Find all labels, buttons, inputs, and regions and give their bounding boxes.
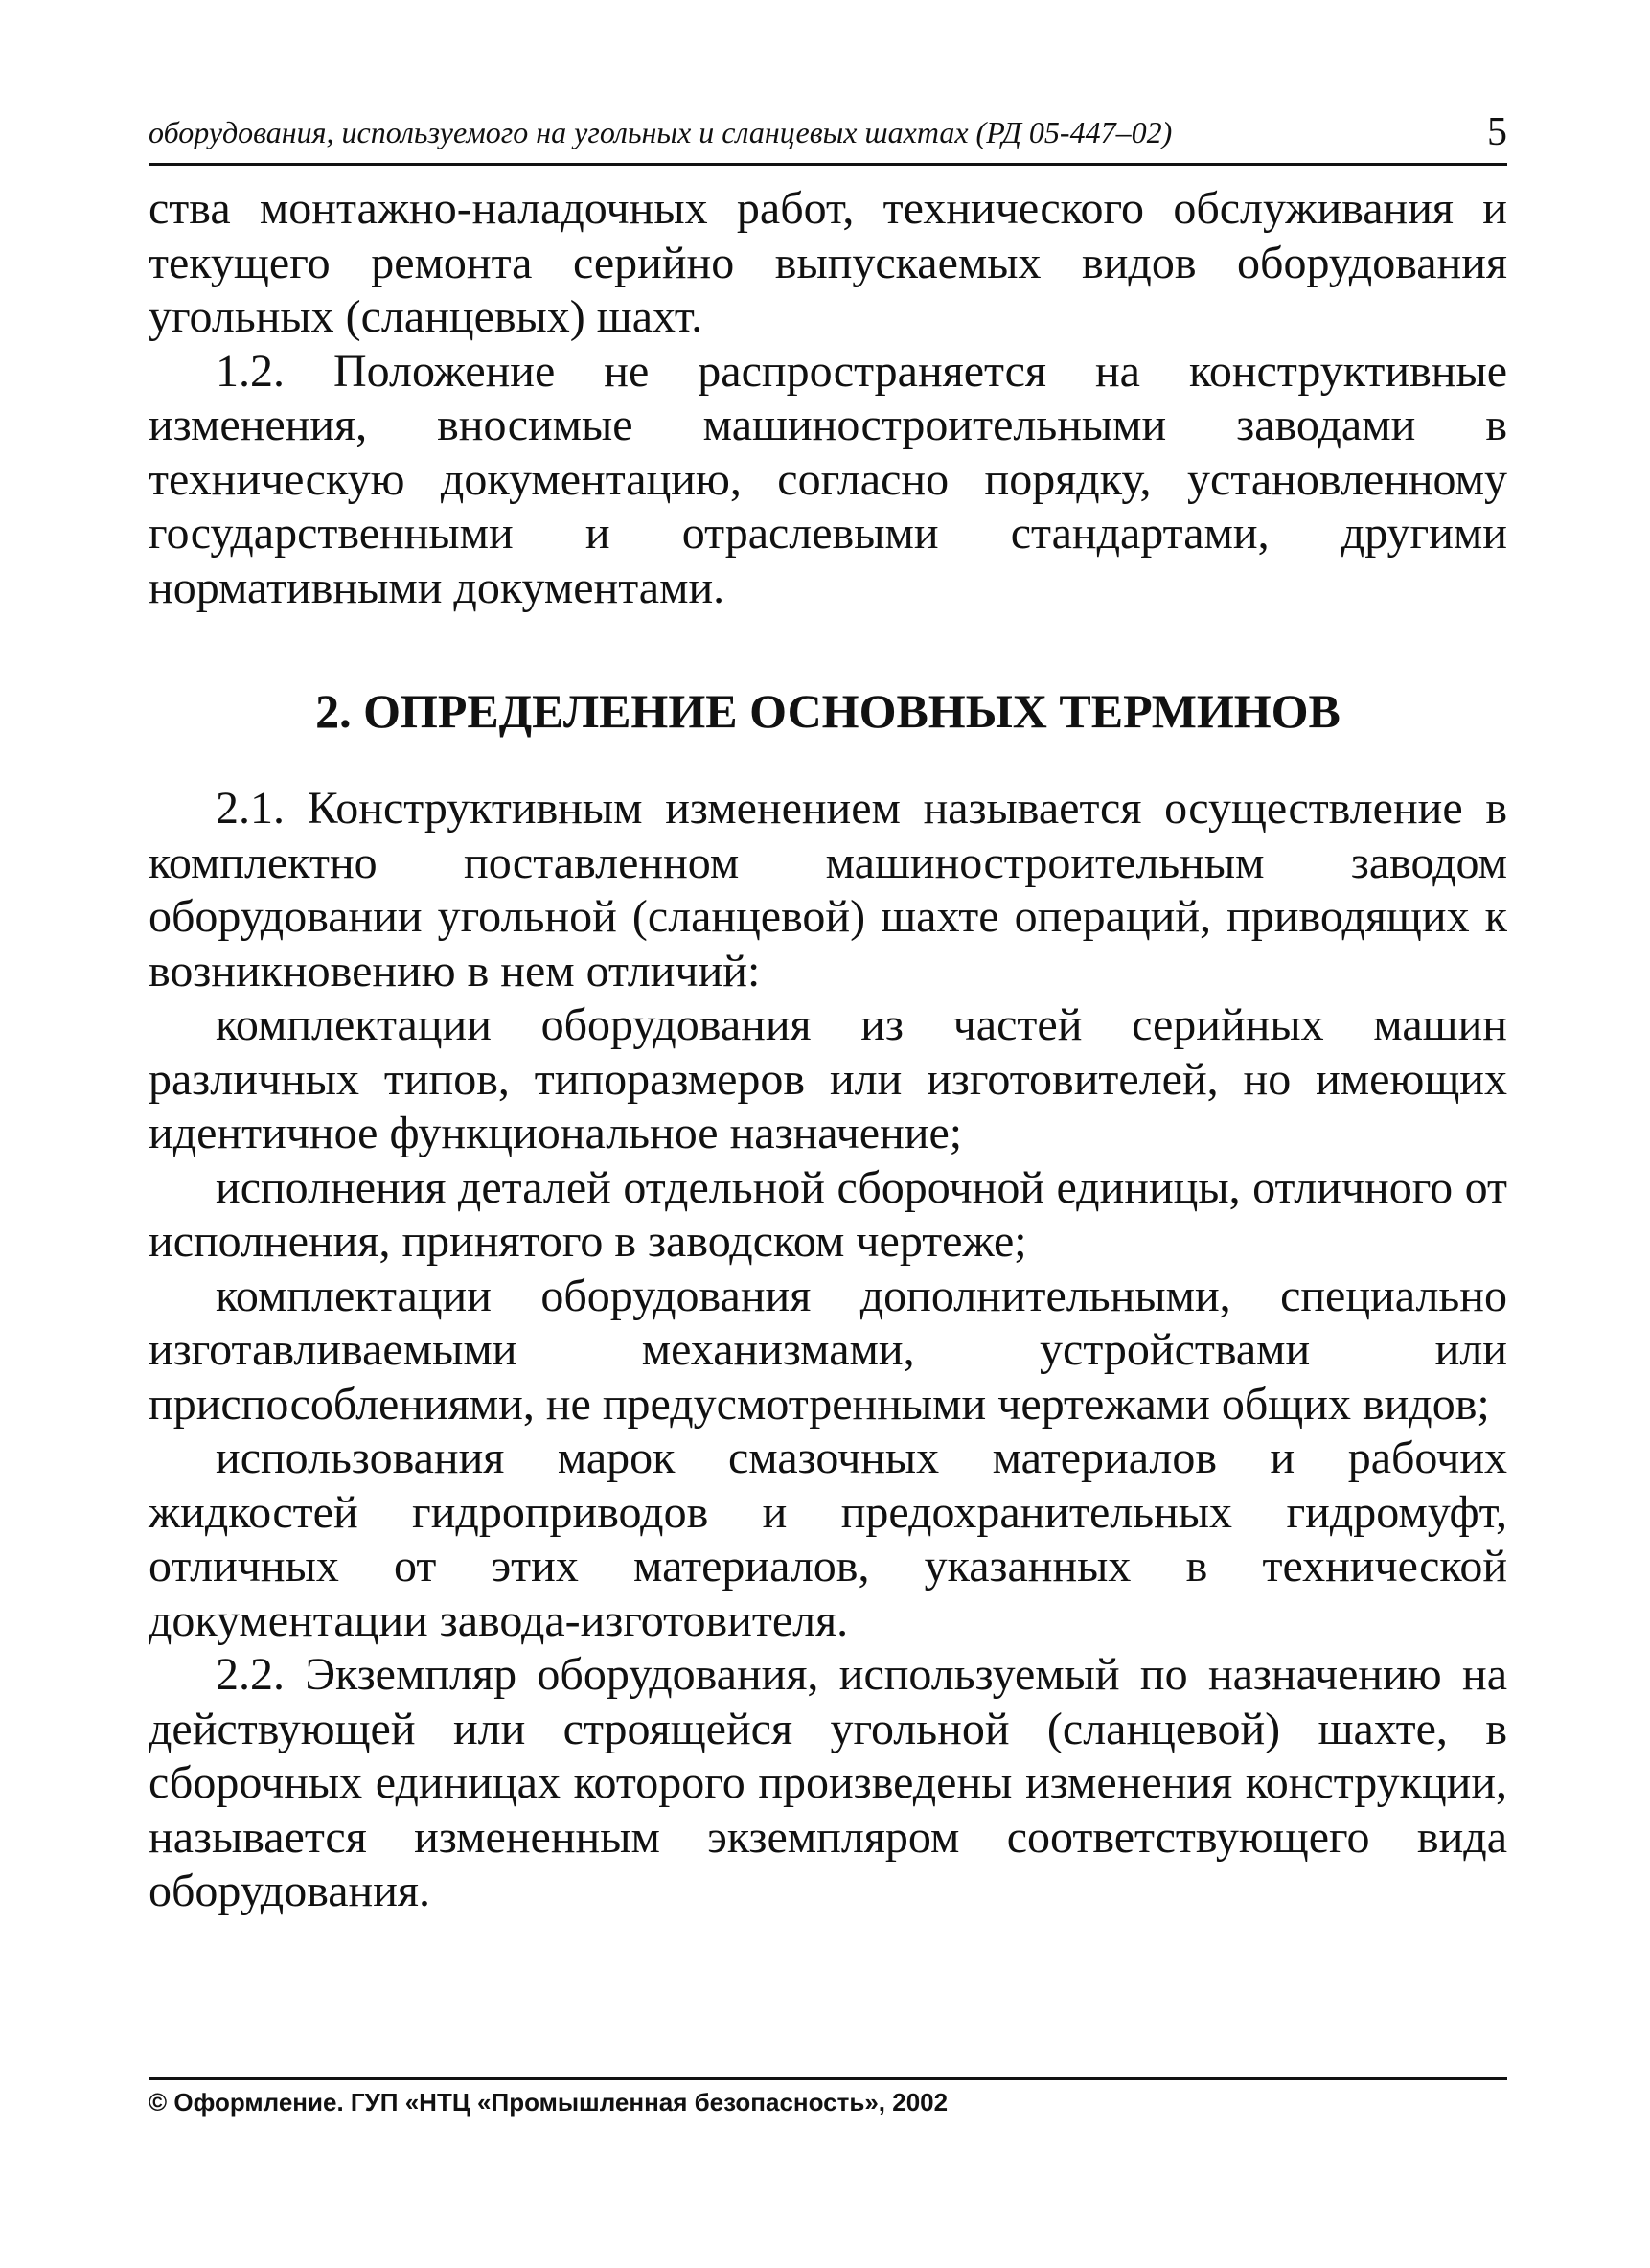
paragraph-continuation: ства монтажно-наладочных работ, технического обслуживания и текущего ремонта серийно выпускаемых видов оборудования угольных (сланцевых) шахт. (149, 183, 1507, 342)
footer-copyright: © Оформление. ГУП «НТЦ «Промышленная безопасность», 2002 (149, 2077, 1507, 2118)
list-item-mechanisms: комплектации оборудования дополнительными, специально изготавливаемыми механизмами, устройствами или приспособлениями, не предусмотренными чертежами общих видов; (149, 1270, 1507, 1430)
list-item-assembly: комплектации оборудования из частей серийных машин различных типов, типоразмеров или изготовителей, но имеющих идентичное функциональное назначение; (149, 999, 1507, 1158)
list-item-lubricants: использования марок смазочных материалов и рабочих жидкостей гидроприводов и предохранительных гидромуфт, отличных от этих материалов, указанных в технической документации завода-изготовителя. (149, 1432, 1507, 1646)
body-text (149, 182, 1507, 1919)
running-title: оборудования, используемого на угольных и сланцевых шахтах (РД 05-447–02) (149, 115, 1173, 149)
page-number: 5 (1487, 110, 1507, 154)
section-heading: 2. ОПРЕДЕЛЕНИЕ ОСНОВНЫХ ТЕРМИНОВ (315, 684, 1341, 738)
paragraph-2-2: 2.2. Экземпляр оборудования, используемый по назначению на действующей или строящейся угольной (сланцевой) шахте, в сборочных единицах которого произведены изменения конструкции, называется измененным экземпляром соответствующего вида оборудования. (149, 1649, 1507, 1916)
paragraph-1-2: 1.2. Положение не распространяется на конструктивные изменения, вносимые машиностроительными заводами в техническую документацию, согласно порядку, установленному государственными и отраслевыми стандартами, другими нормативными документами. (149, 345, 1507, 613)
page-header (149, 107, 1507, 166)
paragraph-2-1: 2.1. Конструктивным изменением называется осуществление в комплектно поставленном машиностроительным заводом оборудовании угольной (сланцевой) шахте операций, приводящих к возникновению в нем отличий: (149, 783, 1507, 997)
list-item-parts: исполнения деталей отдельной сборочной единицы, отличного от исполнения, принятого в заводском чертеже; (149, 1161, 1507, 1267)
